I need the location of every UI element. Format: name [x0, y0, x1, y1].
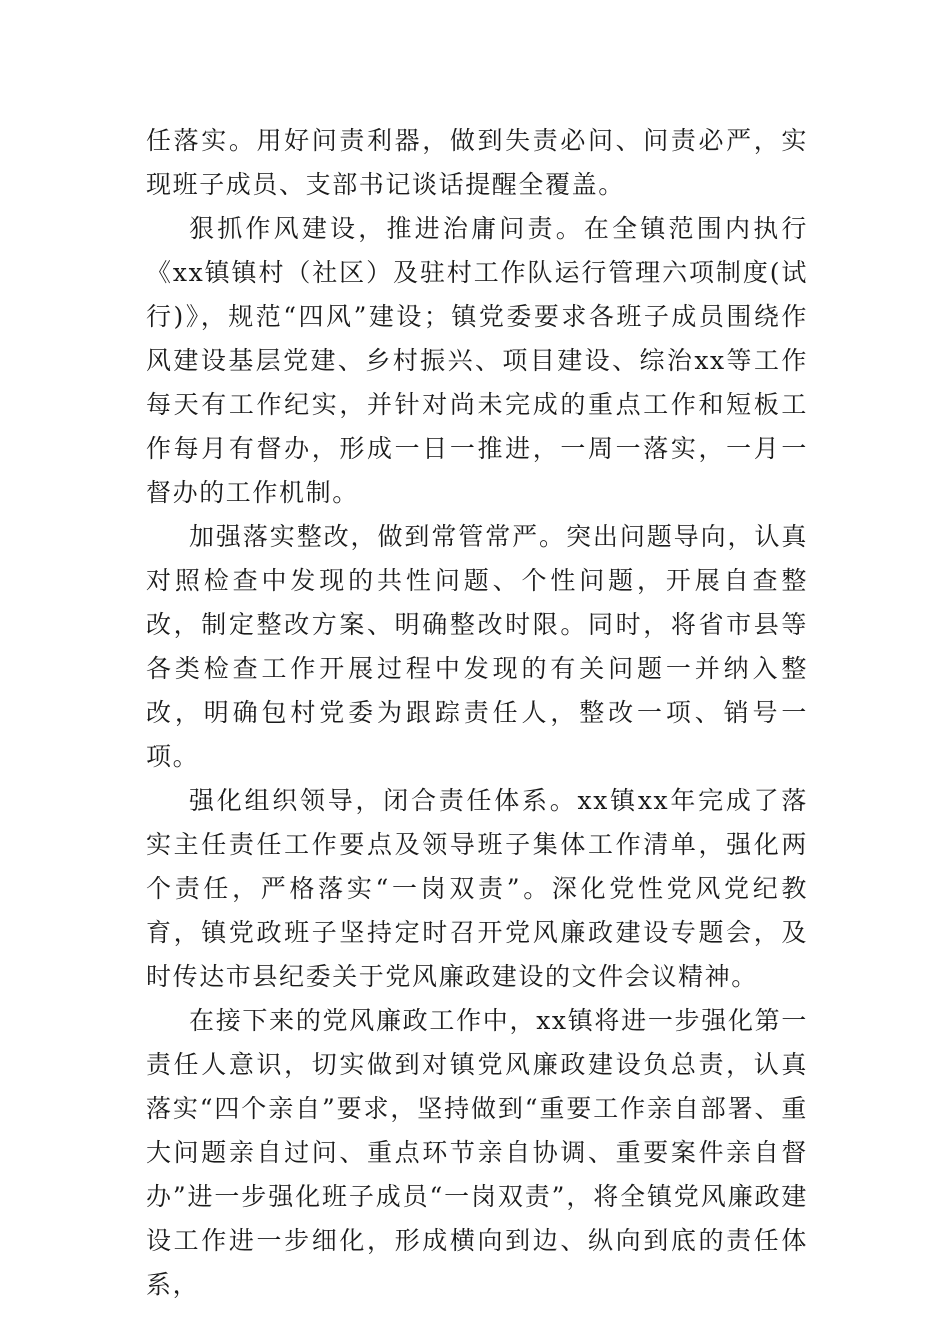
paragraph-1: 任落实。用好问责利器，做到失责必问、问责必严，实现班子成员、支部书记谈话提醒全覆盖。: [146, 126, 808, 199]
paragraph-3: 加强落实整改，做到常管常严。突出问题导向，认真对照检查中发现的共性问题、个性问题，开展自查整改，制定整改方案、明确整改时限。同时，将省市县等各类检查工作开展过程中发现的有关问题一并纳入整改，明确包村党委为跟踪责任人，整改一项、销号一项。: [146, 522, 808, 771]
paragraph-4: 强化组织领导，闭合责任体系。xx镇xx年完成了落实主任责任工作要点及领导班子集体工作清单，强化两个责任，严格落实“一岗双责”。深化党性党风党纪教育，镇党政班子坚持定时召开党风廉政建设专题会，及时传达市县纪委关于党风廉政建设的文件会议精神。: [146, 786, 808, 991]
document-body: [146, 119, 808, 1307]
paragraph-5: 在接下来的党风廉政工作中，xx镇将进一步强化第一责任人意识，切实做到对镇党风廉政建设负总责，认真落实“四个亲自”要求，坚持做到“重要工作亲自部署、重大问题亲自过问、重点环节亲自协调、重要案件亲自督办”进一步强化班子成员“一岗双责”，将全镇党风廉政建设工作进一步细化，形成横向到边、纵向到底的责任体系，: [146, 1006, 808, 1299]
paragraph-2: 狠抓作风建设，推进治庸问责。在全镇范围内执行《xx镇镇村（社区）及驻村工作队运行管理六项制度(试行)》，规范“四风”建设；镇党委要求各班子成员围绕作风建设基层党建、乡村振兴、项目建设、综治xx等工作每天有工作纪实，并针对尚未完成的重点工作和短板工作每月有督办，形成一日一推进，一周一落实，一月一督办的工作机制。: [146, 214, 808, 507]
